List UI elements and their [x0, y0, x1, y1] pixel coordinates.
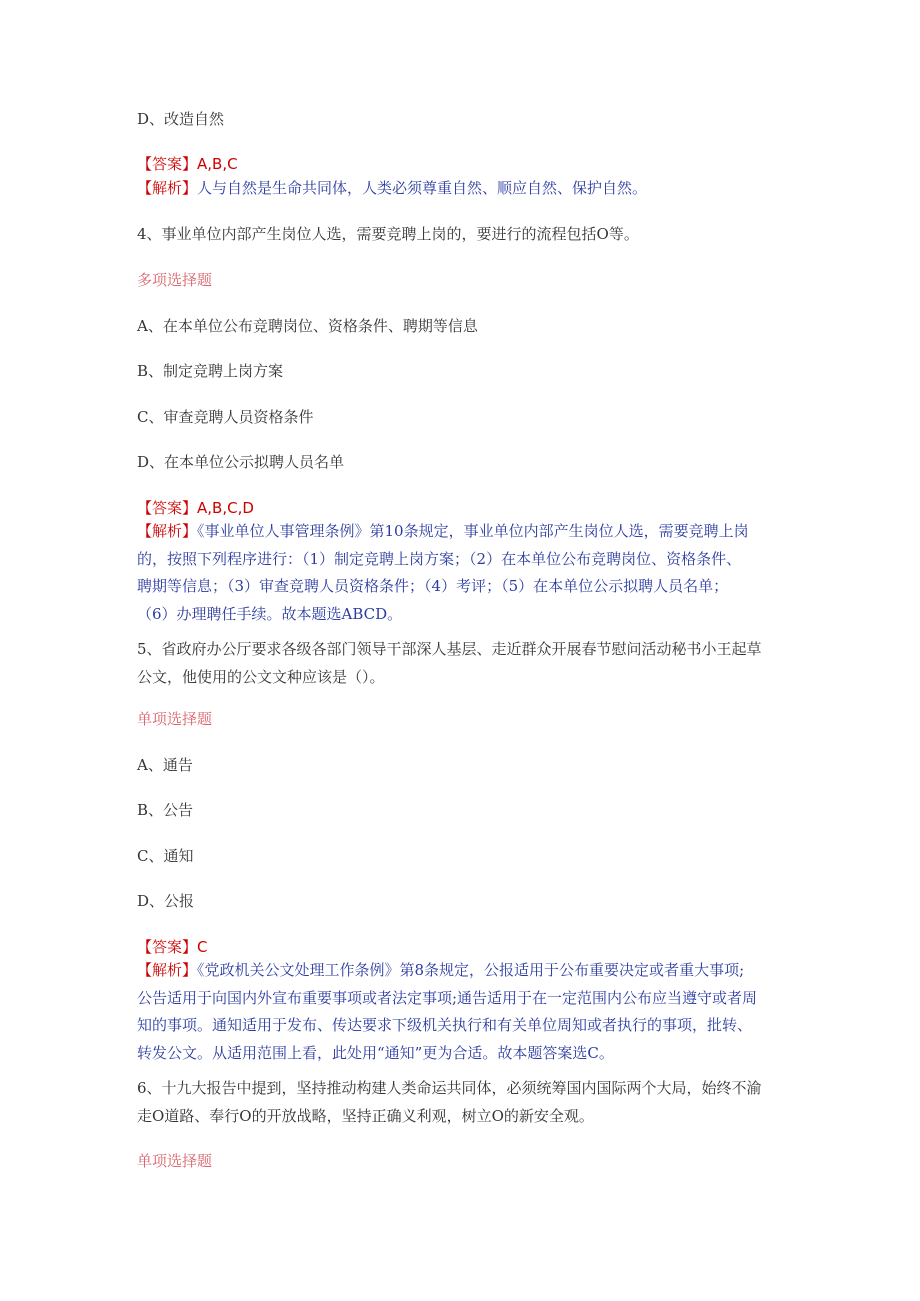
q4-type: 多项选择题 [137, 271, 213, 289]
question-line: 公文，他使用的公文文种应该是（）。 [137, 667, 385, 686]
q4-explanation [137, 518, 787, 628]
answer-tag: 【答案】 [137, 155, 198, 173]
explanation-line: 公告适用于向国内外宣布重要事项或者法定事项;通告适用于在一定范围内公布应当遵守或者周 [137, 988, 758, 1007]
answer-tag: 【答案】 [137, 938, 198, 956]
explanation-line: 《党政机关公文处理工作条例》第8条规定，公报适用于公布重要决定或者重大事项; [197, 961, 745, 979]
question-line: 5、省政府办公厅要求各级各部门领导干部深人基层、走近群众开展春节慰问活动秘书小王起草 [137, 640, 762, 658]
q6-type: 单项选择题 [137, 1152, 213, 1170]
question-line: 走O道路、奉行O的开放战略，坚持正确义利观，树立O的新安全观。 [137, 1106, 594, 1125]
explanation-line: 聘期等信息；（3）审查竞聘人员资格条件；（4）考评；（5）在本单位公示拟聘人员名单； [137, 577, 729, 595]
q5-option-c: C、通知 [137, 847, 194, 865]
q4-option-a: A、在本单位公布竞聘岗位、资格条件、聘期等信息 [137, 317, 478, 335]
q6-question [137, 1075, 787, 1130]
q4-question: 4、事业单位内部产生岗位人选，需要竞聘上岗的，要进行的流程包括O等。 [137, 225, 639, 243]
q4-option-b: B、制定竞聘上岗方案 [137, 362, 284, 380]
q3-explanation [137, 175, 787, 201]
answer-tag: 【答案】 [137, 499, 198, 517]
explanation-tag: 【解析】 [137, 961, 198, 979]
explanation-text: 人与自然是生命共同体，人类必须尊重自然、顺应自然、保护自然。 [197, 179, 648, 197]
q5-type: 单项选择题 [137, 710, 213, 728]
q5-option-a: A、通告 [137, 756, 193, 774]
explanation-tag: 【解析】 [137, 179, 198, 197]
answer-value: A,B,C,D [197, 499, 254, 517]
answer-value: C [197, 938, 208, 956]
explanation-line: 转发公文。从适用范围上看，此处用“通知”更为合适。故本题答案选C。 [137, 1043, 614, 1062]
q4-option-d: D、在本单位公示拟聘人员名单 [137, 453, 345, 471]
answer-value: A,B,C [197, 155, 238, 173]
q5-question [137, 636, 787, 691]
q5-option-d: D、公报 [137, 892, 195, 910]
q3-option-d: D、改造自然 [137, 110, 225, 128]
q5-explanation [137, 957, 787, 1067]
q4-option-c: C、审查竞聘人员资格条件 [137, 408, 314, 426]
q5-option-b: B、公告 [137, 801, 194, 819]
explanation-line: （6）办理聘任手续。故本题选ABCD。 [137, 604, 403, 623]
question-line: 6、十九大报告中提到，坚持推动构建人类命运共同体，必须统筹国内国际两个大局，始终不渝 [137, 1079, 762, 1097]
explanation-line: 的，按照下列程序进行：（1）制定竞聘上岗方案；（2）在本单位公布竞聘岗位、资格条件、 [137, 549, 742, 568]
explanation-tag: 【解析】 [137, 522, 198, 540]
explanation-line: 知的事项。通知适用于发布、传达要求下级机关执行和有关单位周知或者执行的事项，批转、 [137, 1016, 753, 1034]
q3-answer [137, 151, 787, 177]
explanation-line: 《事业单位人事管理条例》第10条规定，事业单位内部产生岗位人选，需要竞聘上岗 [197, 522, 749, 540]
